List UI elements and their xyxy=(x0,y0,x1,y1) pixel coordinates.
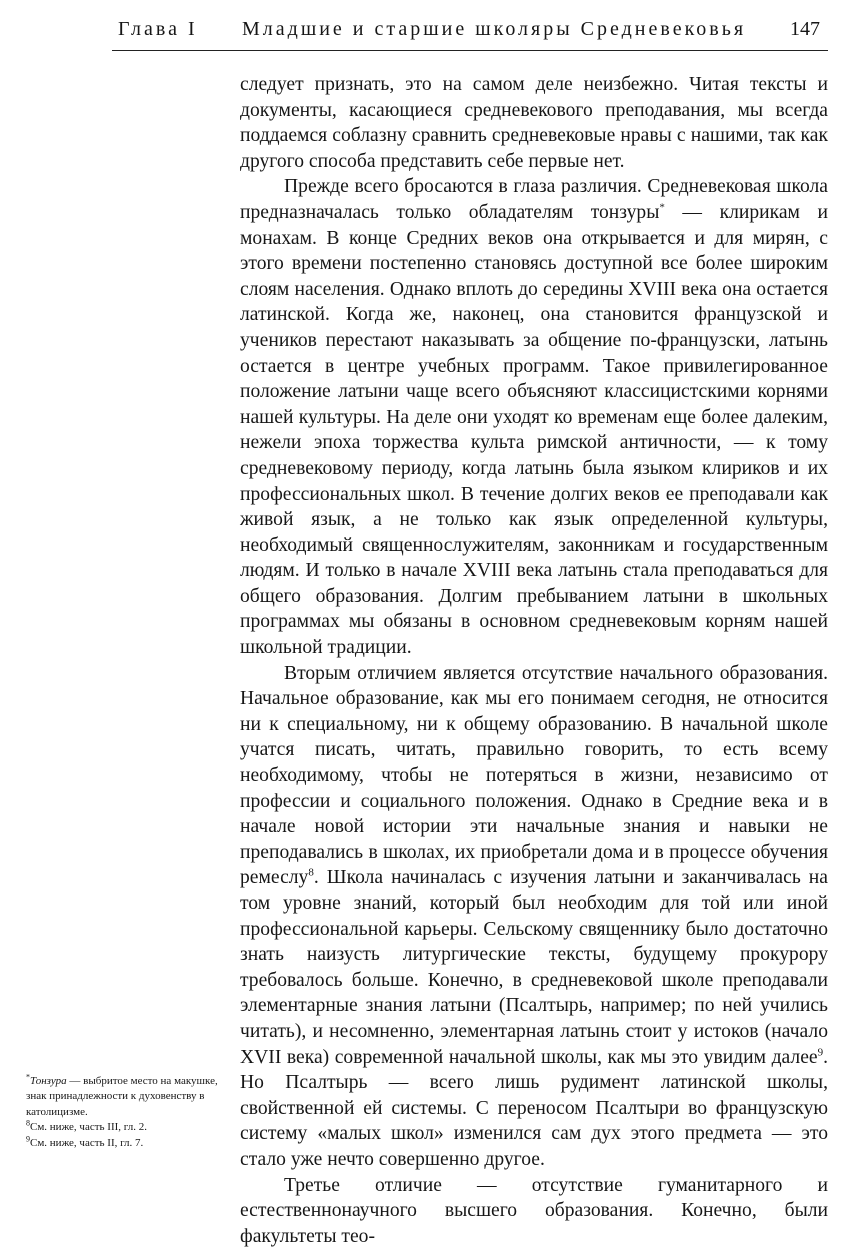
footnote-text: См. ниже, часть III, гл. 2. xyxy=(30,1121,147,1134)
footnotes xyxy=(26,1074,222,1151)
page-number: 147 xyxy=(790,18,820,40)
paragraph: следует признать, это на самом деле неизбежно. Читая тексты и документы, касающиеся средневекового преподавания, мы всегда поддаемся соблазну сравнить средневековые нравы с нашими, так как другого способа представить себе первые нет. xyxy=(240,74,828,172)
footnote-mark: * xyxy=(26,1072,30,1082)
footnote-term: Тонзура xyxy=(30,1075,67,1087)
footnote-text: См. ниже, часть II, гл. 7. xyxy=(30,1136,144,1149)
footnote xyxy=(26,1133,222,1151)
paragraph xyxy=(240,661,828,1173)
paragraph-text: Вторым отличием является отсутствие начального образования. Начальное образование, как мы его понимаем сегодня, не относится ни к специальному, ни к общему образованию. В начальной школе учатся писать, читать, правильно говорить, то есть всему необходимому, чтобы не потеряться в жизни, независимо от профессии и социального положения. Однако в Средние века и в начале новой истории эти начальные знания и навыки не преподавались в школах, их приобретали дома и в процессе обучения ремеслу xyxy=(240,662,828,889)
paragraph-text: . Но Псалтырь — всего лишь рудимент латинской школы, свойственной ей системы. С переносом Псалтыри во французскую систему «малых школ» изменился сам дух этого предмета — это стало уже нечто совершенно другое. xyxy=(240,1046,828,1170)
paragraph: Третье отличие — отсутствие гуманитарного и естественнонаучного высшего образования. Конечно, были факультеты тео- xyxy=(240,1174,828,1247)
footnote-ref[interactable]: 8 xyxy=(308,866,314,879)
footnote-ref[interactable]: 9 xyxy=(817,1046,824,1059)
footnote-ref[interactable]: * xyxy=(659,201,665,214)
footnote xyxy=(26,1074,222,1120)
footnote-mark: 9 xyxy=(26,1133,30,1143)
footnote-mark: 8 xyxy=(26,1118,30,1128)
running-header xyxy=(0,18,860,48)
header-rule xyxy=(112,50,828,51)
body-text xyxy=(240,72,828,1249)
footnote xyxy=(26,1120,222,1135)
chapter-label: Глава I xyxy=(118,18,198,40)
chapter-title: Младшие и старшие школяры Средневековья xyxy=(242,18,747,40)
paragraph-text: Прежде всего бросаются в глаза различия. Средневековая школа предназначалась только обладателям тонзуры xyxy=(240,176,828,223)
paragraph-text: — клирикам и монахам. В конце Средних веков она открывается и для мирян, с этого времени постепенно становясь доступной все более широким слоям населения. Однако вплоть до середины XVIII века она остается латинской. Когда же, наконец, она становится французской и учеников перестают наказывать за общение по-французски, латынь остается в центре учебных программ. Такое привилегированное положение латыни чаще всего объясняют классицистскими корнями нашей культуры. На деле они уходят ко временам еще более далеким, нежели эпоха торжества культа римской античности, — к тому средневековому периоду, когда латынь была языком клириков и их профессиональных школ. В течение долгих веков ее преподавали как живой язык, а не только как язык определенной культуры, необходимый священнослужителям, законникам и государственным людям. И только в начале XVIII века латынь стала преподаваться для общего образования. Долгим пребыванием латыни в школьных программах мы обязаны в основном средневековым корням нашей школьной традиции. xyxy=(240,201,828,659)
footnote-text: — выбритое место на макушке, знак принадлежности к духовенству в католицизме. xyxy=(26,1075,218,1118)
paragraph xyxy=(240,174,828,660)
paragraph-text: . Школа начиналась с изучения латыни и заканчивалась на том уровне знаний, который был необходим для той или иной профессиональной карьеры. Сельскому священнику было достаточно знать наизусть литургические тексты, будущему прокурору требовалось больше. Конечно, в средневековой школе преподавали элементарные знания латыни (Псалтырь, например; по ней учились читать), и несомненно, элементарная латынь стоит у истоков (начало XVII века) современной начальной школы, как мы это увидим далее xyxy=(240,867,828,1068)
